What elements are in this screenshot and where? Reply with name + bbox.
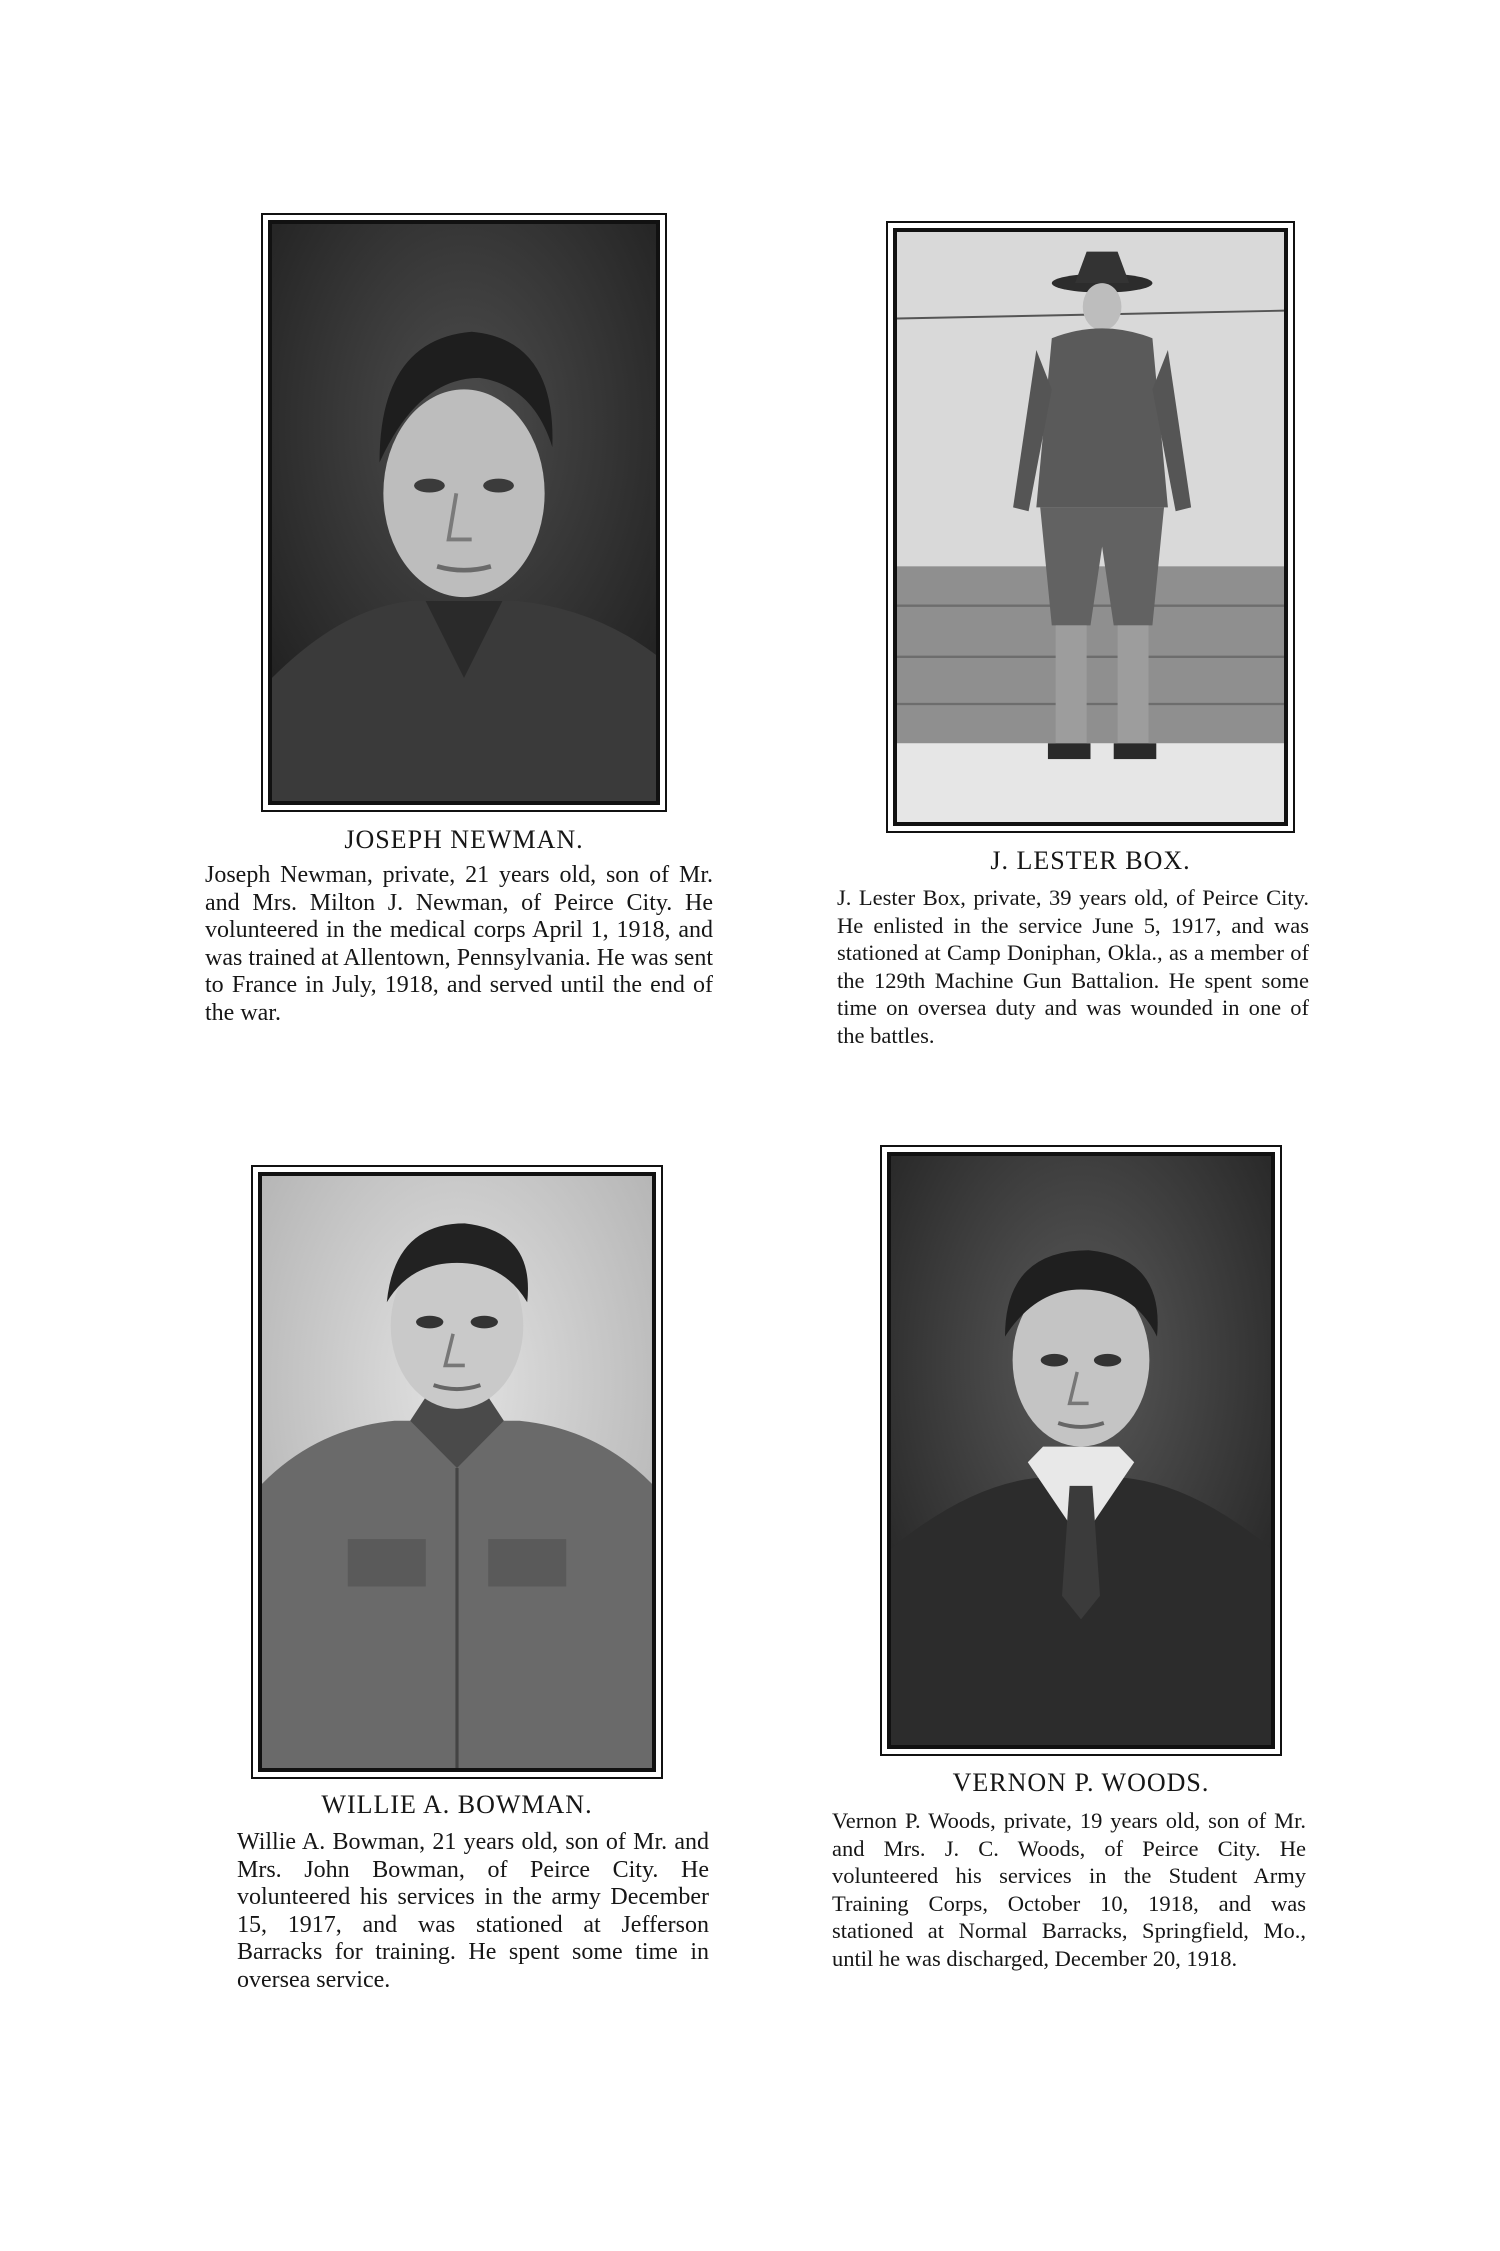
bio-j-lester-box: J. Lester Box, private, 39 years old, of Peirce City. He enlisted in the service June 5, 1917, and was stationed at Camp Doniphan, Okla., as a member of the 129th Machine Gun Battalion. He spent some time on oversea duty and was wounded in one of the battles. xyxy=(837,885,1309,1048)
portrait-photo-icon xyxy=(272,224,656,801)
bio-vernon-p-woods: Vernon P. Woods, private, 19 years old, son of Mr. and Mrs. J. C. Woods, of Peirce City. He volunteered his services in the Student Army Training Corps, October 10, 1918, and was stationed at Normal Barracks, Springfield, Mo., until he was discharged, December 20, 1918. xyxy=(832,1808,1306,1971)
portrait-photo-icon xyxy=(262,1176,652,1768)
caption-willie-a-bowman: WILLIE A. BOWMAN. xyxy=(321,1790,593,1819)
bio-joseph-newman: Joseph Newman, private, 21 years old, son of Mr. and Mrs. Milton J. Newman, of Peirce City. He volunteered in the medical corps April 1, 1918, and was trained at Allentown, Pennsylvania. He was sent to France in July, 1918, and served until the end of the war. xyxy=(205,862,713,1026)
photo-joseph-newman xyxy=(268,220,660,805)
caption-j-lester-box: J. LESTER BOX. xyxy=(990,846,1191,875)
bio-willie-a-bowman: Willie A. Bowman, 21 years old, son of Mr. and Mrs. John Bowman, of Peirce City. He volunteered his services in the army December 15, 1917, and was stationed at Jefferson Barracks for training. He spent some time in oversea service. xyxy=(237,1829,709,1993)
caption-joseph-newman: JOSEPH NEWMAN. xyxy=(344,825,584,854)
photo-j-lester-box xyxy=(893,228,1288,826)
photo-vernon-p-woods xyxy=(887,1152,1275,1749)
caption-vernon-p-woods: VERNON P. WOODS. xyxy=(952,1768,1210,1797)
portrait-photo-icon xyxy=(891,1156,1271,1745)
standing-soldier-photo-icon xyxy=(897,232,1284,822)
photo-willie-a-bowman xyxy=(258,1172,656,1772)
